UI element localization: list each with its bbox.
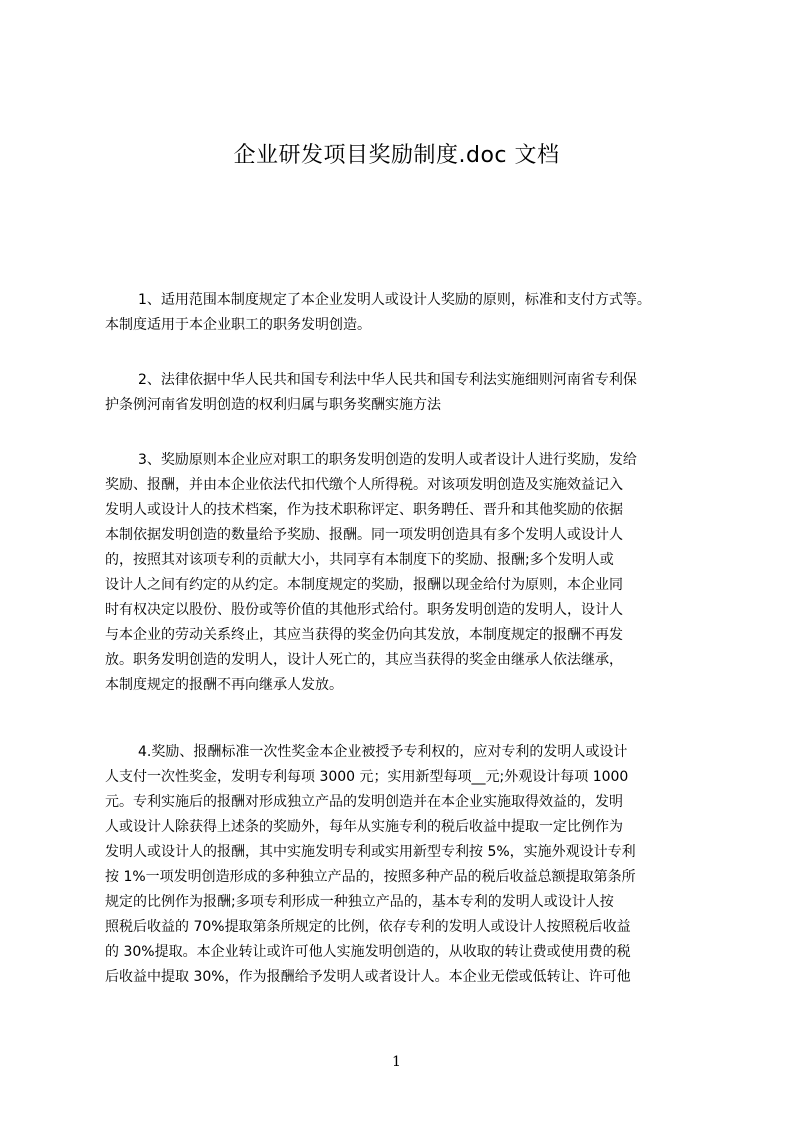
paragraph-line: 本制度适用于本企业职工的职务发明创造。 (105, 317, 371, 333)
paragraph-line: 的，按照其对该项专利的贡献大小，共同享有本制度下的奖励、报酬;多个发明人或 (105, 552, 614, 568)
paragraph-line: 发明人或设计人的技术档案，作为技术职称评定、职务聘任、晋升和其他奖励的依据 (105, 502, 623, 518)
paragraph-legal-basis (105, 368, 701, 418)
paragraph-line: 人支付一次性奖金，发明专利每项 3000 元；实用新型每项__元;外观设计每项 1000 (105, 769, 629, 785)
paragraph-line: 本制依据发明创造的数量给予奖励、报酬。同一项发明创造具有多个发明人或设计人 (105, 527, 623, 543)
paragraph-line: 3、奖励原则本企业应对职工的职务发明创造的发明人或者设计人进行奖励，发给 (138, 452, 637, 468)
paragraph-line: 本制度规定的报酬不再向继承人发放。 (105, 677, 343, 693)
paragraph-line: 与本企业的劳动关系终止，其应当获得的奖金仍向其发放，本制度规定的报酬不再发 (105, 627, 623, 643)
paragraph-line: 后收益中提取 30%，作为报酬给予发明人或者设计人。本企业无偿或低转让、许可他 (105, 969, 631, 985)
paragraph-line: 设计人之间有约定的从约定。本制度规定的奖励，报酬以现金给付为原则，本企业同 (105, 577, 623, 593)
paragraph-reward-standard (105, 740, 701, 990)
page-number: 1 (392, 1054, 401, 1070)
paragraph-line: 护条例河南省发明创造的权利归属与职务奖酬实施方法 (105, 397, 441, 413)
paragraph-line: 照税后收益的 70%提取第条所规定的比例，依存专利的发明人或设计人按照税后收益 (105, 919, 631, 935)
paragraph-line: 发明人或设计人的报酬，其中实施发明专利或实用新型专利按 5%，实施外观设计专利 (105, 844, 636, 860)
paragraph-line: 规定的比例作为报酬;多项专利形成一种独立产品的，基本专利的发明人或设计人按 (105, 894, 614, 910)
paragraph-line: 按 1%一项发明创造形成的多种独立产品的，按照多种产品的税后收益总额提取第条所 (105, 869, 636, 885)
paragraph-line: 人或设计人除获得上述条的奖励外，每年从实施专利的税后收益中提取一定比例作为 (105, 819, 623, 835)
document-title: 企业研发项目奖励制度.doc 文档 (233, 143, 560, 168)
paragraph-line: 4.奖励、报酬标准一次性奖金本企业被授予专利权的，应对专利的发明人或设计 (138, 744, 628, 760)
paragraph-line: 2、法律依据中华人民共和国专利法中华人民共和国专利法实施细则河南省专利保 (138, 372, 637, 388)
paragraph-line: 奖励、报酬，并由本企业依法代扣代缴个人所得税。对该项发明创造及实施效益记入 (105, 477, 623, 493)
paragraph-scope (105, 288, 701, 338)
paragraph-line: 元。专利实施后的报酬对形成独立产品的发明创造并在本企业实施取得效益的，发明 (105, 794, 623, 810)
paragraph-line: 的 30%提取。本企业转让或许可他人实施发明创造的，从收取的转让费或使用费的税 (105, 944, 631, 960)
paragraph-line: 1、适用范围本制度规定了本企业发明人或设计人奖励的原则，标准和支付方式等。 (138, 292, 651, 308)
paragraph-line: 时有权决定以股份、股份或等价值的其他形式给付。职务发明创造的发明人，设计人 (105, 602, 623, 618)
paragraph-line: 放。职务发明创造的发明人，设计人死亡的，其应当获得的奖金由继承人依法继承， (105, 652, 623, 668)
paragraph-reward-principle (105, 448, 701, 698)
